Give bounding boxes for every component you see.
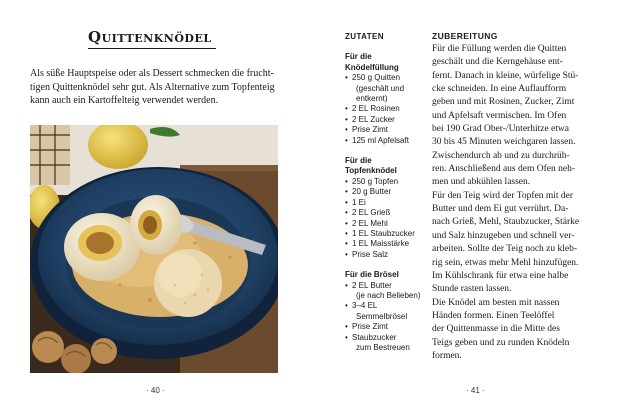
intro-paragraph	[30, 67, 278, 108]
title-underline	[88, 48, 216, 49]
ingredient-item: • Staubzucker	[345, 333, 429, 343]
ingredients-column	[345, 32, 429, 353]
walnut	[61, 344, 91, 373]
preparation-line: ren. Anschließend aus dem Ofen neh-	[432, 164, 575, 175]
ingredient-item: • Prise Zimt	[345, 125, 429, 135]
ingredient-item: • 1 EL Maisstärke	[345, 239, 429, 249]
ingredient-item-continued: (je nach Belieben)	[356, 290, 421, 300]
preparation-text	[432, 43, 592, 363]
ingredient-item-continued: (geschält und	[356, 83, 405, 93]
preparation-line: men und abkühlen lassen.	[432, 177, 531, 188]
preparation-line: formen.	[432, 350, 462, 361]
intro-line: Als süße Hauptspeise oder als Dessert schmecken die frucht-	[30, 68, 274, 79]
ingredient-section-title	[345, 270, 429, 280]
preparation-line: Händen formen. Einen Teelöffel	[432, 310, 555, 321]
ingredient-item-continued: Semmelbrösel	[356, 311, 408, 321]
preparation-line: nach Grieß, Mehl, Staubzucker, Stärke	[432, 217, 580, 228]
ingredient-item: • 2 EL Rosinen	[345, 104, 429, 114]
preparation-line: Stunde rasten lassen.	[432, 284, 512, 295]
ingredient-item: • Prise Salz	[345, 250, 429, 260]
preparation-line: 30 bis 45 Minuten weichgaren lassen.	[432, 137, 576, 148]
ingredient-item: • 1 EL Staubzucker	[345, 229, 429, 239]
ingredient-item: • 2 EL Mehl	[345, 219, 429, 229]
ingredient-item: • 2 EL Zucker	[345, 115, 429, 125]
preparation-line: Teigs geben und zu runden Knödeln	[432, 337, 570, 348]
section-title-line: Für die	[345, 52, 372, 62]
preparation-line: Zwischendurch ab und zu durchrüh-	[432, 150, 570, 161]
preparation-line: Die Knödel am besten mit nassen	[432, 297, 560, 308]
walnut	[32, 331, 64, 363]
ingredients-heading: ZUTATEN	[345, 32, 384, 41]
preparation-line: Im Kühlschrank für etwa eine halbe	[432, 270, 569, 281]
preparation-line: bei 190 Grad Ober-/Unterhitze etwa	[432, 124, 569, 135]
ingredient-section-title	[345, 156, 429, 177]
dumplings-photo-illustration	[30, 125, 278, 373]
ingredient-section-title	[345, 52, 429, 73]
preparation-line: geschält und die Kerngehäuse ent-	[432, 57, 563, 68]
ingredient-item: • 250 g Quitten	[345, 73, 429, 83]
section-title-line: Für die Brösel	[345, 270, 399, 280]
preparation-column	[432, 30, 592, 363]
preparation-line: und Salz hinzugeben und schnell ver-	[432, 230, 575, 241]
ingredient-item: • Prise Zimt	[345, 322, 429, 332]
preparation-line: geben und mit Rosinen, Zucker, Zimt	[432, 97, 575, 108]
ingredient-item: • 250 g Topfen	[345, 177, 429, 187]
ingredient-item: • 125 ml Apfelsaft	[345, 136, 429, 146]
page-number: · 40 ·	[146, 386, 165, 395]
ingredient-item: • 1 Ei	[345, 198, 429, 208]
ingredient-item-continued: entkernt)	[356, 94, 388, 104]
ingredient-item: • 20 g Butter	[345, 187, 429, 197]
ingredient-item-continued: zum Bestreuen	[356, 342, 410, 352]
ingredient-item: • 2 EL Butter	[345, 281, 429, 291]
intro-line: tigen Quittenknödel sehr gut. Als Alternative zum Topfenteig	[30, 81, 275, 93]
preparation-line: arbeiten. Sollte der Teig noch zu kleb-	[432, 244, 578, 255]
preparation-line: Butter und dem Ei gut verrührt. Da-	[432, 204, 569, 215]
preparation-line: Für den Teig wird der Topfen mit der	[432, 190, 574, 201]
section-title-line: Für die	[345, 156, 372, 166]
ingredient-item: • 3–4 EL	[345, 301, 429, 311]
recipe-photo	[30, 125, 278, 373]
preparation-line: der Quittenmasse in die Mitte des	[432, 324, 560, 335]
recipe-title: Quittenknödel	[88, 28, 212, 46]
page-number: · 41 ·	[466, 386, 485, 395]
preparation-line: fernt. Danach in kleine, würfelige Stü-	[432, 70, 579, 81]
preparation-line: rig sein, etwas mehr Mehl hinzufügen.	[432, 257, 579, 268]
right-page	[312, 0, 624, 411]
preparation-heading: ZUBEREITUNG	[432, 31, 498, 41]
intro-line: kann auch ein Kartoffelteig verwendet werden.	[30, 95, 219, 106]
walnut	[91, 338, 117, 364]
section-title-line: Topfenknödel	[345, 166, 397, 176]
section-title-line: Knödelfüllung	[345, 62, 399, 72]
preparation-line: cke schneiden. In eine Auflaufform	[432, 84, 567, 95]
preparation-line: Für die Füllung werden die Quitten	[432, 44, 567, 54]
ingredient-item: • 2 EL Grieß	[345, 208, 429, 218]
preparation-line: und Apfelsaft vermischen. Im Ofen	[432, 110, 567, 121]
